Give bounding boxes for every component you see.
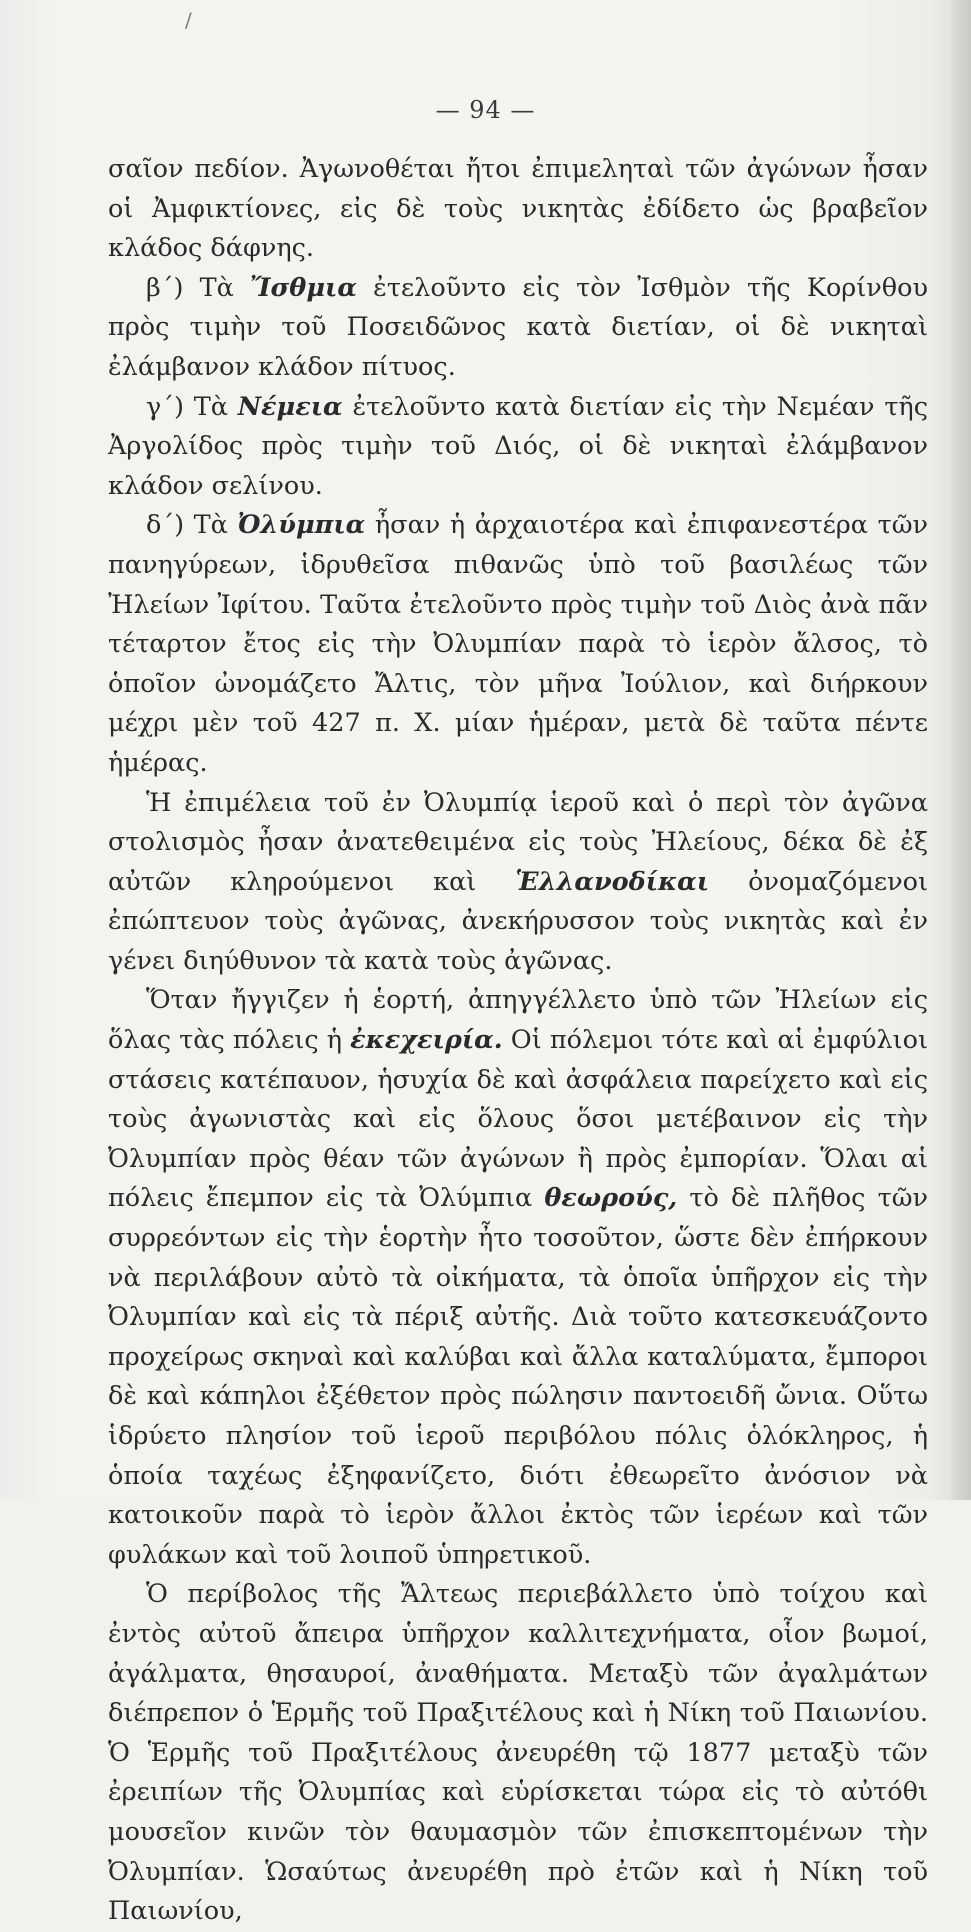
paragraph-text: β΄) Τὰ: [146, 272, 251, 303]
paragraph-text: τὸ δὲ πλῆθος τῶν συρρεόντων εἰς τὴν ἑορτὴν ἦτο τοσοῦτον, ὥστε δὲν ἐπήρκουν νὰ περιλάβουν αὐτὸ τὰ οἰκήματα, τὰ ὁποῖα ὑπῆρχον εἰς τὴν Ὀλυμπίαν καὶ εἰς τὰ πέριξ αὐτῆς. Διὰ τοῦτο κατεσκευάζοντο προχείρως σκηναὶ καὶ καλύβαι καὶ ἄλλα καταλύματα, ἔμποροι δὲ καὶ κάπηλοι ἐξέθετον πρὸς πώλησιν παντοειδῆ ὤνια. Οὕτω ἱδρύετο πλησίον τοῦ ἱεροῦ περιβόλου πόλις ὁλόκληρος, ἡ ὁποία ταχέως ἐξηφανίζετο, διότι ἐθεωρεῖτο ἀνόσιον νὰ κατοικοῦν παρὰ τὸ ἱερὸν ἄλλοι ἐκτὸς τῶν ἱερέων καὶ τῶν φυλάκων καὶ τοῦ λοιποῦ ὑπηρετικοῦ.: [108, 1183, 928, 1570]
paragraph-text: ἦσαν ἡ ἀρχαιοτέρα καὶ ἐπιφανεστέρα τῶν πανηγύρεων, ἱδρυθεῖσα πιθανῶς ὑπὸ τοῦ βασιλέως τῶν Ἠλείων Ἰφίτου. Ταῦτα ἐτελοῦντο πρὸς τιμὴν τοῦ Διὸς ἀνὰ πᾶν τέταρτον ἔτος εἰς τὴν Ὀλυμπίαν παρὰ τὸ ἱερὸν ἄλσος, τὸ ὁποῖον ὠνομάζετο Ἄλτις, τὸν μῆνα Ἰούλιον, καὶ διήρκουν μέχρι μὲν τοῦ 427 π. Χ. μίαν ἡμέραν, μετὰ δὲ ταῦτα πέντε ἡμέρας.: [108, 510, 928, 778]
page-number: — 94 —: [435, 96, 536, 124]
emphasized-term: Ἑλλανοδίκαι: [515, 866, 710, 897]
paragraph-text: Οἱ πόλεμοι τότε καὶ αἱ ἐμφύλιοι στάσεις κατέπαυον, ἡσυχία δὲ καὶ ἀσφάλεια παρείχετο καὶ εἰς τοὺς ἀγωνιστὰς καὶ εἰς ὅλους ὅσοι μετέβαινον εἰς τὴν Ὀλυμπίαν πρὸς θέαν τῶν ἀγώνων ἢ πρὸς ἐμπορίαν. Ὅλαι αἱ πόλεις ἔπεμπον εἰς τὰ Ὀλύμπια: [108, 1025, 928, 1214]
paragraph-text: Ὅταν ἤγγιζεν ἡ ἑορτή, ἀπηγγέλλετο ὑπὸ τῶν Ἠλείων εἰς ὅλας τὰς πόλεις ἡ: [108, 985, 928, 1056]
paragraph: [108, 981, 928, 1575]
emphasized-term: θεωρούς,: [544, 1183, 678, 1214]
paragraph: [108, 388, 928, 507]
emphasized-term: ἐκεχειρία.: [350, 1025, 503, 1056]
emphasized-term: Ἴσθμια: [250, 272, 357, 303]
pencil-mark-icon: /: [185, 8, 192, 32]
paragraph: [108, 150, 928, 269]
body-text: [108, 150, 928, 1932]
paragraph-text: Ὁ περίβολος τῆς Ἄλτεως περιεβάλλετο ὑπὸ τοίχου καὶ ἐντὸς αὐτοῦ ἄπειρα ὑπῆρχον καλλιτεχνήματα, οἷον βωμοί, ἀγάλματα, θησαυροί, ἀναθήματα. Μεταξὺ τῶν ἀγαλμάτων διέπρεπον ὁ Ἑρμῆς τοῦ Πραξιτέλους καὶ ἡ Νίκη τοῦ Παιωνίου. Ὁ Ἑρμῆς τοῦ Πραξιτέλους ἀνευρέθη τῷ 1877 μεταξὺ τῶν ἐρειπίων τῆς Ὀλυμπίας καὶ εὑρίσκεται τώρα εἰς τὸ αὐτόθι μουσεῖον κινῶν τὸν θαυμασμὸν τῶν ἐπισκεπτομένων τὴν Ὀλυμπίαν. Ὡσαύτως ἀνευρέθη πρὸ ἐτῶν καὶ ἡ Νίκη τοῦ Παιωνίου,: [108, 1579, 928, 1927]
paragraph-text: σαῖον πεδίον. Ἀγωνοθέται ἤτοι ἐπιμεληταὶ τῶν ἀγώνων ἦσαν οἱ Ἀμφικτίονες, εἰς δὲ τοὺς νικητὰς ἐδίδετο ὡς βραβεῖον κλάδος δάφνης.: [108, 154, 928, 264]
paragraph-text: γ΄) Τὰ: [146, 391, 238, 422]
paragraph: [108, 269, 928, 388]
paragraph-text: ἐτελοῦντο κατὰ διετίαν εἰς τὴν Νεμέαν τῆς Ἀργολίδος πρὸς τιμὴν τοῦ Διός, οἱ δὲ νικηταὶ ἐλάμβανον κλάδον σελίνου.: [108, 391, 928, 501]
paragraph-text: ὀνομαζόμενοι ἐπώπτευον τοὺς ἀγῶνας, ἀνεκήρυσσον τοὺς νικητὰς καὶ ἐν γένει διηύθυνον τὰ κατὰ τοὺς ἀγῶνας.: [108, 866, 928, 976]
paragraph-text: ἐτελοῦντο εἰς τὸν Ἰσθμὸν τῆς Κορίνθου πρὸς τιμὴν τοῦ Ποσειδῶνος κατὰ διετίαν, οἱ δὲ νικηταὶ ἐλάμβανον κλάδον πίτυος.: [108, 272, 928, 382]
paragraph-text: Ἡ ἐπιμέλεια τοῦ ἐν Ὀλυμπίᾳ ἱεροῦ καὶ ὁ περὶ τὸν ἀγῶνα στολισμὸς ἦσαν ἀνατεθειμένα εἰς τοὺς Ἠλείους, δέκα δὲ ἐξ αὐτῶν κληρούμενοι καὶ: [108, 787, 928, 897]
page-edge-shadow: [947, 0, 971, 1500]
emphasized-term: Ὀλύμπια: [237, 510, 366, 541]
paragraph: [108, 506, 928, 783]
paragraph: [108, 1575, 928, 1931]
paragraph-text: δ΄) Τὰ: [146, 510, 238, 541]
emphasized-term: Νέμεια: [237, 391, 343, 422]
paragraph: [108, 784, 928, 982]
